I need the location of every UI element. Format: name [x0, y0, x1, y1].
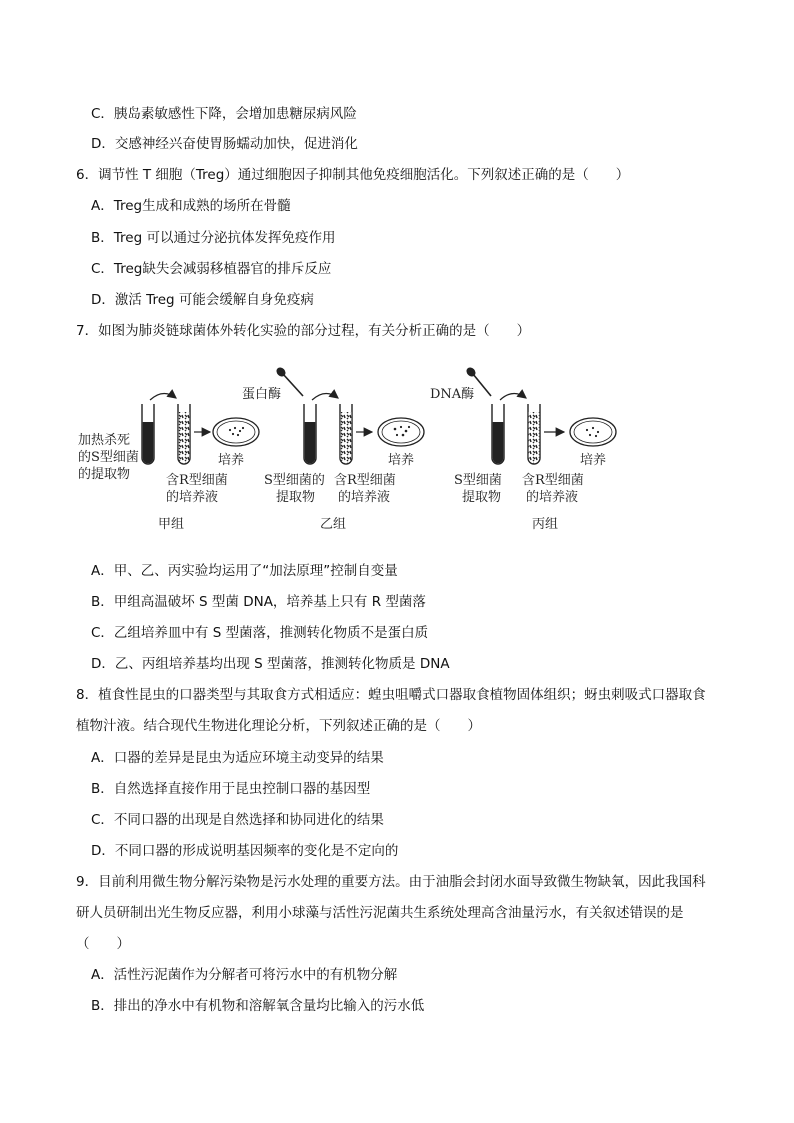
- jia-culture-label-1: 含R型细菌: [166, 473, 228, 488]
- q6-option-a: A．Treg生成和成熟的场所在骨髓: [91, 198, 291, 214]
- q7-option-a: A．甲、乙、丙实验均运用了“加法原理”控制自变量: [91, 563, 398, 579]
- q8-option-a: A．口器的差异是昆虫为适应环境主动变异的结果: [91, 750, 384, 766]
- yi-culture-label-2: 的培养液: [338, 490, 391, 505]
- yi-transfer-arrow: [312, 393, 338, 400]
- bing-petri-dish: [570, 418, 616, 446]
- yi-group-label: 乙组: [320, 517, 347, 532]
- bing-extract-label-1: S型细菌: [454, 473, 502, 488]
- yi-petri-dish: [378, 418, 424, 446]
- q5-option-c: C．胰岛素敏感性下降，会增加患糖尿病风险: [91, 106, 357, 122]
- q9-stem-line-3: （ ）: [76, 936, 130, 952]
- yi-enzyme-label: 蛋白酶: [242, 387, 282, 402]
- q6-option-b: B．Treg 可以通过分泌抗体发挥免疫作用: [91, 230, 336, 246]
- q6-option-c: C．Treg缺失会减弱移植器官的排斥反应: [91, 261, 332, 277]
- jia-petri-dish: [213, 418, 259, 446]
- q7-option-c: C．乙组培养皿中有 S 型菌落，推测转化物质不是蛋白质: [91, 625, 429, 641]
- bing-culture-label-2: 的培养液: [526, 490, 579, 505]
- jia-group-label: 甲组: [158, 517, 185, 532]
- bing-group-label: 丙组: [532, 517, 559, 532]
- q9-option-b: B．排出的净水中有机物和溶解氧含量均比输入的污水低: [91, 998, 425, 1014]
- bing-extract-label-2: 提取物: [462, 490, 502, 505]
- jia-extract-label-1: 加热杀死: [78, 433, 131, 448]
- q6-stem: 6．调节性 T 细胞（Treg）通过细胞因子抑制其他免疫细胞活化。下列叙述正确的是（ ）: [76, 167, 630, 183]
- bing-transfer-arrow: [500, 393, 526, 400]
- group-yi: [242, 366, 424, 532]
- bing-culture-label-1: 含R型细菌: [522, 473, 584, 488]
- q7-stem: 7．如图为肺炎链球菌体外转化实验的部分过程，有关分析正确的是（ ）: [76, 323, 531, 339]
- q8-stem-line-1: 8．植食性昆虫的口器类型与其取食方式相适应：蝗虫咀嚼式口器取食植物固体组织；蚜虫刺吸式口器取食: [76, 687, 706, 703]
- yi-extract-label-1: S型细菌的: [264, 473, 325, 488]
- q9-stem-line-1: 9．目前利用微生物分解污染物是污水处理的重要方法。由于油脂会封闭水面导致微生物缺氧，因此我国科: [76, 874, 706, 890]
- group-bing: [430, 366, 616, 532]
- q7-option-d: D．乙、丙组培养基均出现 S 型菌落，推测转化物质是 DNA: [91, 656, 450, 672]
- jia-transfer-arrow: [150, 393, 176, 400]
- q5-option-d: D．交感神经兴奋使胃肠蠕动加快，促进消化: [91, 136, 358, 152]
- jia-plate-label: 培养: [218, 453, 245, 468]
- jia-extract-label-2: 的S型细菌: [78, 450, 139, 465]
- q7-option-b: B．甲组高温破坏 S 型菌 DNA，培养基上只有 R 型菌落: [91, 594, 426, 610]
- q8-stem-line-2: 植物汁液。结合现代生物进化理论分析，下列叙述正确的是（ ）: [76, 718, 481, 734]
- bing-plate-label: 培养: [580, 453, 607, 468]
- q9-stem-line-2: 研人员研制出光生物反应器，利用小球藻与活性污泥菌共生系统处理高含油量污水，有关叙述错误的是: [76, 905, 684, 921]
- q8-option-b: B．自然选择直接作用于昆虫控制口器的基因型: [91, 781, 371, 797]
- jia-culture-label-2: 的培养液: [166, 490, 219, 505]
- bing-enzyme-label: DNA酶: [430, 387, 475, 402]
- q9-option-a: A．活性污泥菌作为分解者可将污水中的有机物分解: [91, 967, 398, 983]
- transformation-experiment-figure: [70, 360, 630, 540]
- yi-plate-label: 培养: [388, 453, 415, 468]
- q6-option-d: D．激活 Treg 可能会缓解自身免疫病: [91, 292, 314, 308]
- group-jia: [78, 393, 259, 532]
- yi-extract-label-2: 提取物: [276, 490, 316, 505]
- jia-extract-label-3: 的提取物: [78, 467, 131, 482]
- q8-option-d: D．不同口器的形成说明基因频率的变化是不定向的: [91, 843, 399, 859]
- yi-culture-label-1: 含R型细菌: [334, 473, 396, 488]
- q8-option-c: C．不同口器的出现是自然选择和协同进化的结果: [91, 812, 384, 828]
